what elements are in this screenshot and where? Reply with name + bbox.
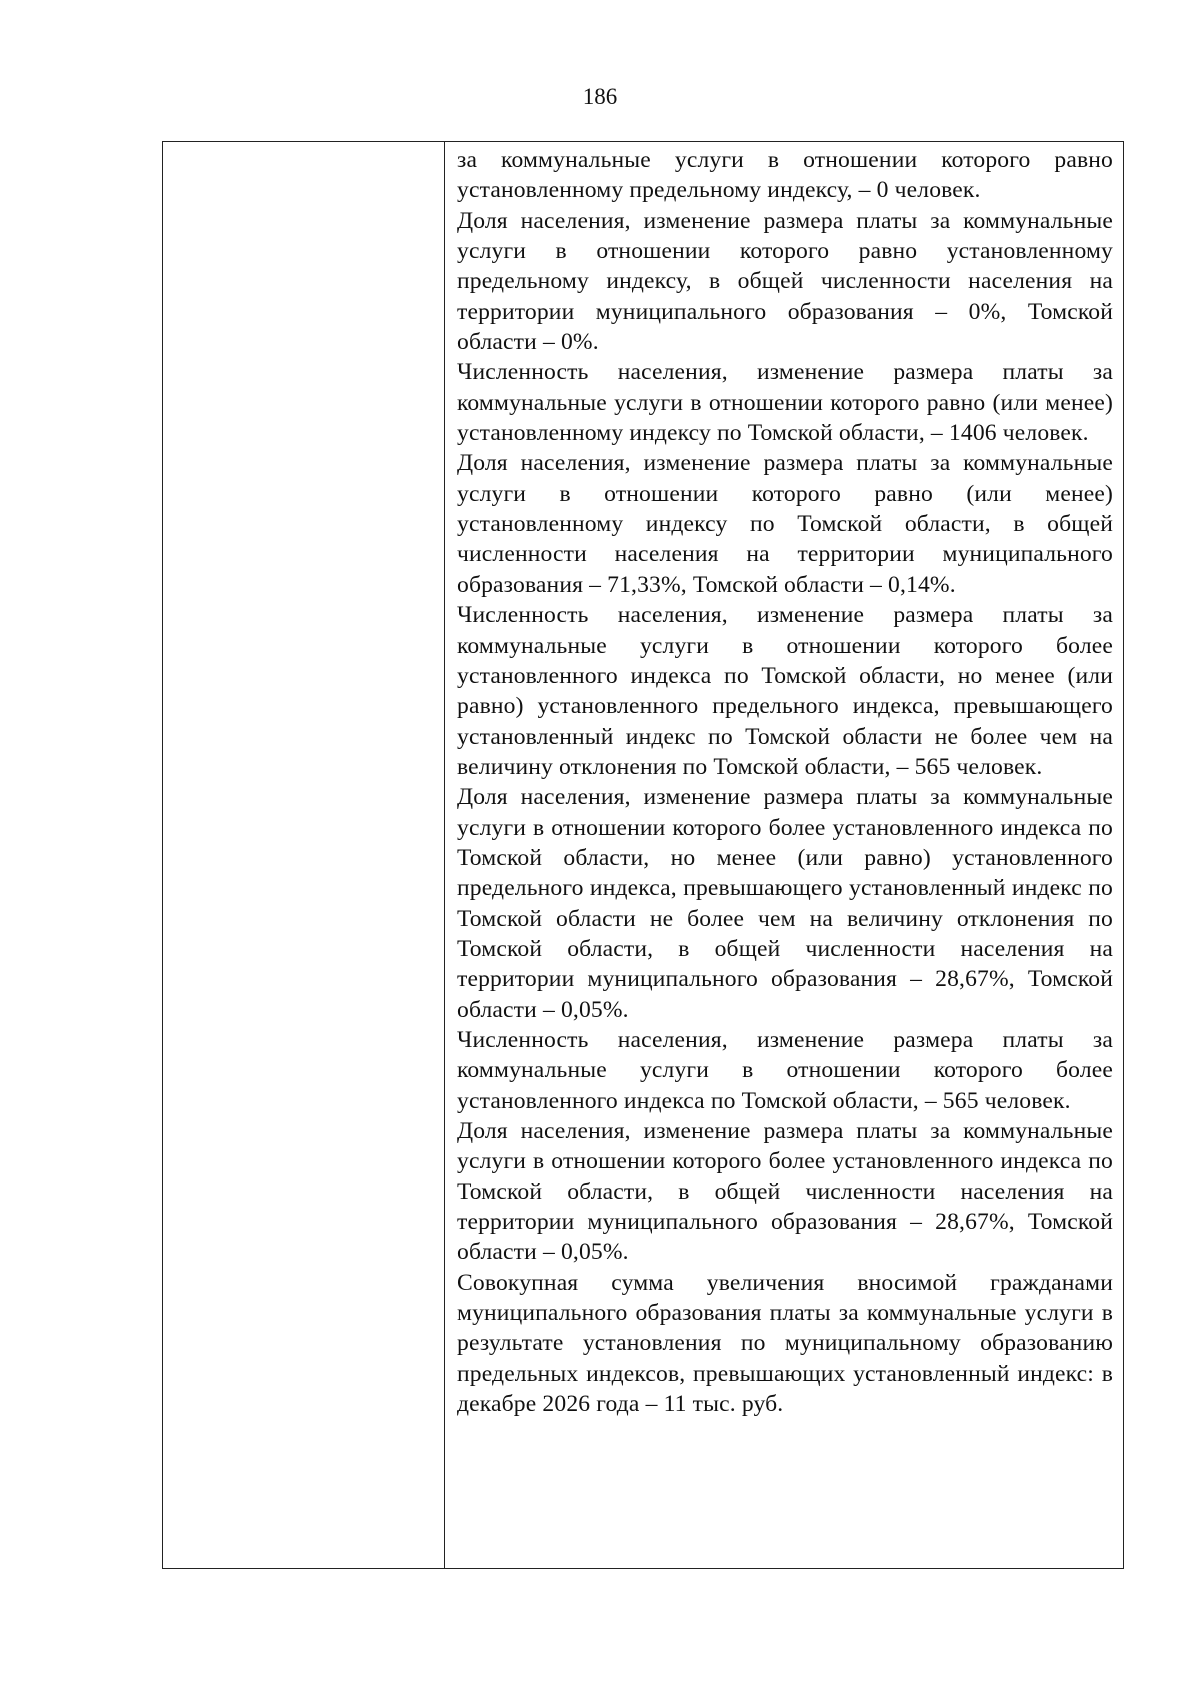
paragraph-share-equal-or-less-index: Доля населения, изменение размера платы за коммунальные услуги в отношении которого равно (или менее) установленному индексу по Томской области, в общей численности населения на территории муниципального образования – 71,33%, Томской области – 0,14%. bbox=[457, 450, 1113, 598]
paragraph-total-increase-sum: Совокупная сумма увеличения вносимой гражданами муниципального образования платы за коммунальные услуги в результате установления по муниципальному образованию предельных индексов, превышающих установленный индекс: в декабре 2026 года – 11 тыс. руб. bbox=[457, 1269, 1113, 1418]
paragraph-count-above-index: Численность населения, изменение размера платы за коммунальные услуги в отношении которого более установленного индекса по Томской области, – 565 человек. bbox=[457, 1026, 1113, 1114]
table-right-cell bbox=[445, 142, 1123, 1568]
paragraph-share-equal-limit-index: Доля населения, изменение размера платы за коммунальные услуги в отношении которого равно установленному предельному индексу, в общей численности населения на территории муниципального образования – 0%, Томской области – 0%. bbox=[457, 207, 1113, 356]
paragraph-count-equal-or-less-index: Численность населения, изменение размера платы за коммунальные услуги в отношении которого равно (или менее) установленному индексу по Томской области, – 1406 человек. bbox=[457, 359, 1113, 447]
table-left-cell bbox=[163, 142, 445, 1568]
paragraph-count-within-deviation: Численность населения, изменение размера платы за коммунальные услуги в отношении которого более установленного индекса по Томской области, но менее (или равно) установленного предельного индекса, превышающего установленный индекс по Томской области не более чем на величину отклонения по Томской области, – 565 человек. bbox=[457, 602, 1113, 780]
paragraph-continuation-0-people: за коммунальные услуги в отношении которого равно установленному предельному индексу, – 0 человек. bbox=[457, 147, 1113, 204]
paragraph-share-within-deviation: Доля населения, изменение размера платы за коммунальные услуги в отношении которого более установленного индекса по Томской области, но менее (или равно) установленного предельного индекса, превышающего установленный индекс по Томской области не более чем на величину отклонения по Томской области, в общей численности населения на территории муниципального образования – 28,67%, Томской области – 0,05%. bbox=[457, 784, 1113, 1023]
page-number: 186 bbox=[582, 84, 618, 109]
document-table bbox=[162, 141, 1124, 1569]
paragraph-share-above-index: Доля населения, изменение размера платы за коммунальные услуги в отношении которого более установленного индекса по Томской области, в общей численности населения на территории муниципального образования – 28,67%, Томской области – 0,05%. bbox=[457, 1118, 1113, 1266]
